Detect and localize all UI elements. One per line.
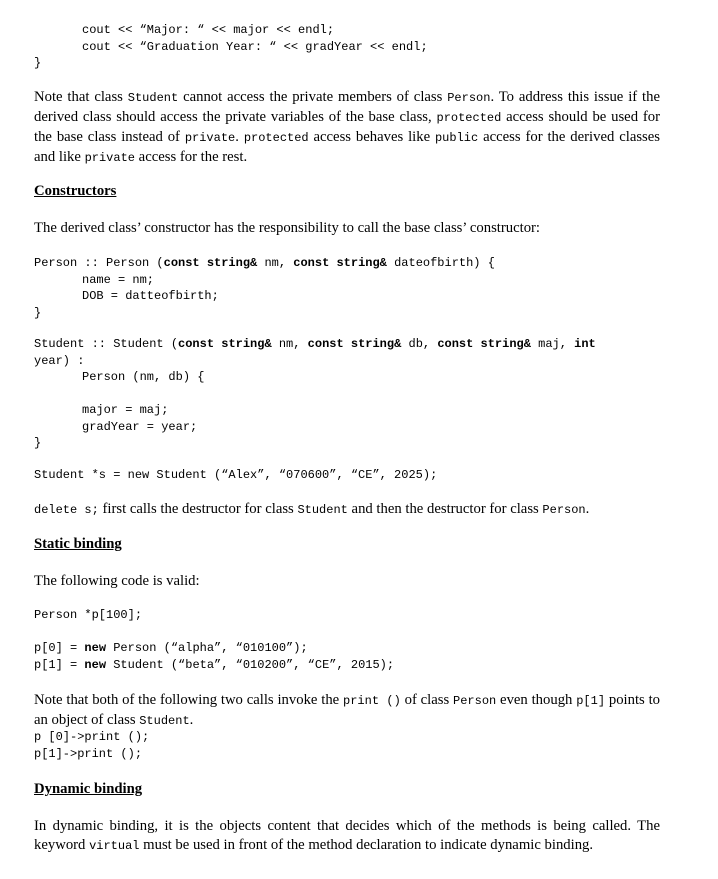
code-block-person-ctor [34,255,495,321]
inline-code: Person [453,694,497,708]
text: . [189,712,194,728]
code-line: } [34,436,42,450]
code-text: db, [401,337,438,351]
paragraph-protected [34,88,660,168]
code-line: major = maj; [82,403,169,417]
code-text: p[1] = [34,657,85,672]
inline-code: protected [243,131,309,145]
code-keyword: new [84,657,107,672]
text: . [235,129,244,145]
text: even though [496,692,577,708]
text: access should be used for the base class instead of [34,109,660,145]
text: must be used in front of the method declaration to indicate dynamic binding. [139,837,594,853]
text: first calls the destructor for class [98,501,298,517]
text: In dynamic binding, it is the objects content that decides which of the methods is being called. The keyword [34,818,660,853]
code-new-student: Student *s = new Student (“Alex”, “070600”, “CE”, 2025); [34,468,438,482]
code-keyword: int [574,337,596,351]
text: and then the destructor for class [347,501,543,517]
code-line: cout << “Graduation Year: “ << gradYear << endl; [82,39,428,54]
inline-code: Student [297,503,348,517]
code-block-print [34,22,428,72]
inline-code: Person [447,91,491,105]
text: Note that both of the following two calls invoke the [34,692,344,708]
inline-code: delete s; [34,503,99,517]
text: points to an object of class [34,692,660,728]
code-text: dateofbirth) { [386,256,495,270]
code-line: Person (nm, db) { [82,370,205,384]
text: access for the derived classes and like [34,129,661,165]
code-keyword: new [84,641,107,655]
paragraph-constructors: The derived class’ constructor has the responsibility to call the base class’ constructor: [34,220,541,236]
text: Note that class [34,89,128,105]
heading-constructors: Constructors [34,183,117,199]
code-block-print-calls [34,729,149,762]
text: cannot access the private members of class [178,89,448,105]
code-text: maj, [530,337,575,351]
heading-static-binding: Static binding [34,536,122,552]
code-text: Person (“alpha”, “010100”); [106,641,308,655]
code-line: cout << “Major: “ << major << endl; [82,23,335,37]
paragraph-dynamic [34,817,660,856]
text: access for the rest. [135,149,248,165]
code-keyword: const string& [178,337,272,351]
inline-code: public [434,131,479,145]
code-text: Person :: Person ( [34,256,164,270]
text: of class [400,692,454,708]
heading-dynamic-binding: Dynamic binding [34,781,143,797]
text: access behaves like [308,129,435,145]
code-keyword: const string& [293,256,387,270]
code-line: p [0]->print (); [34,730,150,744]
paragraph-note [34,691,660,731]
code-text: Student :: Student ( [34,337,179,351]
code-array-decl: Person *p[100]; [34,608,143,622]
inline-code: virtual [89,839,140,853]
inline-code: Person [542,503,586,517]
code-line: } [34,56,42,70]
code-block-assign [34,640,394,673]
inline-code: protected [436,111,502,125]
text: . To address this issue if the derived class should access the private variables of the base class, [34,89,660,125]
code-line: } [34,305,42,320]
inline-code: Student [139,714,190,728]
code-keyword: const string& [437,337,531,351]
code-text: Student (“beta”, “010200”, “CE”, 2015); [106,657,395,672]
inline-code: private [184,131,236,145]
code-block-student-ctor [34,336,596,452]
code-text: nm, [257,256,294,270]
inline-code: private [84,151,135,165]
code-line: p[1]->print (); [34,746,143,761]
code-line: name = nm; [82,272,155,287]
inline-code: p[1] [576,694,606,708]
paragraph-delete [34,500,660,520]
code-line: year) : [34,353,85,368]
inline-code: Student [127,91,179,105]
code-keyword: const string& [307,337,402,351]
paragraph-valid: The following code is valid: [34,573,200,589]
code-text: nm, [271,337,308,351]
text: . [585,501,590,517]
code-line: DOB = datteofbirth; [82,289,219,303]
code-line: gradYear = year; [82,419,198,434]
code-text: p[0] = [34,641,85,655]
inline-code: print () [343,694,401,708]
code-keyword: const string& [163,256,258,270]
